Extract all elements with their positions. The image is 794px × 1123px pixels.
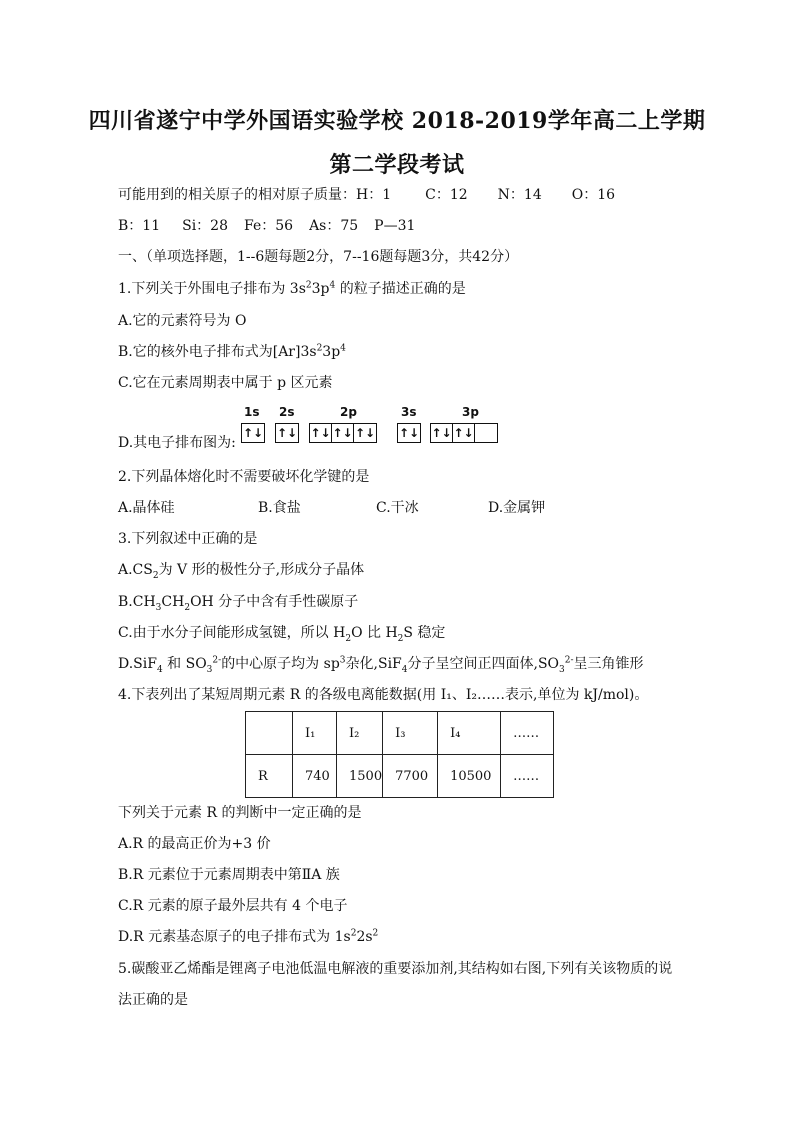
orbital-cell-2p-1: ↑↓: [310, 426, 331, 440]
q3-option-a: [118, 561, 364, 579]
table-row: [246, 755, 554, 798]
q3-b-text1: B.CH: [118, 594, 156, 610]
exam-title-line2: 第二学段考试: [329, 152, 465, 178]
mass-c: C：12: [425, 187, 468, 203]
mass-n: N：14: [497, 187, 542, 203]
mass-fe: Fe：56: [244, 218, 294, 234]
q4-d-sup2: 2: [372, 928, 379, 939]
q3-d-text3: 的中心原子均为 sp: [221, 656, 340, 672]
q4-after: 下列关于元素 R 的判断中一定正确的是: [118, 805, 362, 821]
orbital-box-1s: [241, 423, 265, 443]
q3-option-c: [118, 624, 445, 642]
q1-stem: [118, 280, 466, 298]
q3-d-text5: 分子呈空间正四面体,SO: [407, 656, 560, 672]
table-cell: I₄: [438, 712, 501, 755]
q3-d-sub4: 4: [401, 664, 408, 675]
q3-c-sub2: 2: [397, 633, 404, 644]
orbital-cell-2p-2: ↑↓: [332, 426, 353, 440]
mass-p: P—31: [374, 218, 416, 234]
q4-option-a: A.R 的最高正价为+3 价: [118, 836, 271, 852]
orbital-cell-2s: ↑↓: [276, 426, 298, 440]
q1-sup2: 4: [329, 280, 336, 291]
orbital-cell-3s: ↑↓: [398, 426, 420, 440]
q3-option-d: [118, 655, 644, 673]
q3-d-text2: 和 SO: [162, 656, 207, 672]
q1-stem-text-c: 的粒子描述正确的是: [335, 281, 466, 297]
q3-d-text6: 呈三角锥形: [573, 656, 644, 672]
q2-option-d: D.金属钾: [488, 500, 546, 516]
orbital-label-2s: 2s: [279, 405, 295, 419]
q1-b-text-b: 3p: [322, 344, 341, 360]
orbital-box-2p: [309, 423, 377, 443]
exam-title-line1: 四川省遂宁中学外国语实验学校 2018-2019学年高二上学期: [88, 108, 706, 134]
orbital-label-3s: 3s: [401, 405, 417, 419]
q3-b-text2: CH: [161, 594, 185, 610]
mass-as: As：75: [309, 218, 359, 234]
ionization-energy-table: [245, 711, 554, 798]
q3-option-b: [118, 593, 358, 611]
q3-c-sub1: 2: [345, 633, 352, 644]
table-header-row: [246, 712, 554, 755]
table-cell: ……: [501, 712, 554, 755]
table-cell: I₃: [383, 712, 438, 755]
q1-sup1: 2: [305, 280, 312, 291]
orbital-cell-3p-1: ↑↓: [431, 426, 452, 440]
table-cell: 1500: [337, 755, 383, 798]
q4-option-d: [118, 928, 378, 946]
q2-option-c: C.干冰: [376, 500, 419, 516]
q3-d-text1: D.SiF: [118, 656, 157, 672]
orbital-label-1s: 1s: [244, 405, 260, 419]
q3-d-text4: 杂化,SiF: [345, 656, 402, 672]
q3-a-sub: 2: [152, 570, 159, 581]
q3-d-sub1: 4: [156, 664, 163, 675]
table-cell: 7700: [383, 755, 438, 798]
table-cell: I₁: [293, 712, 337, 755]
q1-stem-text-a: 1.下列关于外围电子排布为 3s: [118, 281, 306, 297]
q3-b-sub1: 3: [155, 602, 162, 613]
atomic-masses-row2: [118, 217, 415, 235]
q3-b-sub2: 2: [184, 602, 191, 613]
mass-si: Si：28: [182, 218, 228, 234]
table-cell: I₂: [337, 712, 383, 755]
orbital-box-3p: [430, 423, 498, 443]
q3-b-text3: OH 分子中含有手性碳原子: [190, 594, 359, 610]
orbital-label-3p: 3p: [462, 405, 479, 419]
section-heading: 一、（单项选择题，1--6题每题2分，7--16题每题3分，共42分）: [118, 249, 519, 265]
q4-option-b: B.R 元素位于元素周期表中第ⅡA 族: [118, 867, 340, 883]
q3-a-text2: 为 V 形的极性分子,形成分子晶体: [158, 562, 365, 578]
q1-option-a: A.它的元素符号为 O: [118, 313, 247, 329]
q1-b-text-a: B.它的核外电子排布式为[Ar]3s: [118, 344, 317, 360]
mass-o: O：16: [571, 187, 616, 203]
orbital-label-2p: 2p: [340, 405, 357, 419]
q4-d-sup1: 2: [350, 928, 357, 939]
mass-h: H：1: [356, 187, 392, 203]
orbital-cell-2p-3: ↑↓: [354, 426, 376, 440]
q3-c-text2: O 比 H: [351, 625, 398, 641]
orbital-cell-3p-2: ↑↓: [453, 426, 474, 440]
q5-line2: 法正确的是: [118, 992, 188, 1008]
q1-stem-text-b: 3p: [311, 281, 330, 297]
q2-option-b: B.食盐: [258, 500, 301, 516]
q3-d-sub2: 3: [206, 664, 213, 675]
q3-d-sub5: 3: [559, 664, 565, 675]
table-cell: ……: [501, 755, 554, 798]
q3-d-sup5: 2-: [564, 655, 574, 666]
table-cell: R: [246, 755, 293, 798]
q4-option-c: C.R 元素的原子最外层共有 4 个电子: [118, 898, 348, 914]
q1-option-c: C.它在元素周期表中属于 p 区元素: [118, 375, 333, 391]
orbital-box-2s: [275, 423, 299, 443]
q2-option-a: A.晶体硅: [118, 500, 175, 516]
q3-a-text1: A.CS: [118, 562, 153, 578]
q4-d-text1: D.R 元素基态原子的电子排布式为 1s: [118, 929, 351, 945]
q3-c-text3: S 稳定: [403, 625, 446, 641]
q3-c-text1: C.由于水分子间能形成氢键，所以 H: [118, 625, 346, 641]
q5-line1: 5.碳酸亚乙烯酯是锂离子电池低温电解液的重要添加剂,其结构如右图,下列有关该物质的说: [118, 961, 673, 977]
q4-stem: 4.下表列出了某短周期元素 R 的各级电离能数据(用 I₁、I₂……表示,单位为 kJ/mol)。: [118, 687, 649, 703]
orbital-box-3s: [397, 423, 421, 443]
orbital-cell-3p-3: [475, 424, 497, 442]
q1-option-d: D.其电子排布图为:: [118, 435, 236, 451]
q1-option-b: [118, 343, 346, 361]
q3-d-sup3: 3: [339, 655, 346, 666]
q3-stem: 3.下列叙述中正确的是: [118, 531, 258, 547]
q4-d-text2: 2s: [356, 929, 373, 945]
q3-d-sup2: 2-: [212, 655, 222, 666]
table-cell: 740: [293, 755, 337, 798]
q2-stem: 2.下列晶体熔化时不需要破坏化学键的是: [118, 469, 370, 485]
mass-b: B：11: [118, 218, 161, 234]
orbital-cell-1s: ↑↓: [242, 426, 264, 440]
q1-b-sup2: 4: [340, 343, 346, 354]
atomic-masses-row1: [118, 186, 615, 204]
table-cell: 10500: [438, 755, 501, 798]
masses-label: 可能用到的相关原子的相对原子质量：: [118, 187, 356, 203]
q1-b-sup1: 2: [316, 343, 323, 354]
table-cell: [246, 712, 293, 755]
